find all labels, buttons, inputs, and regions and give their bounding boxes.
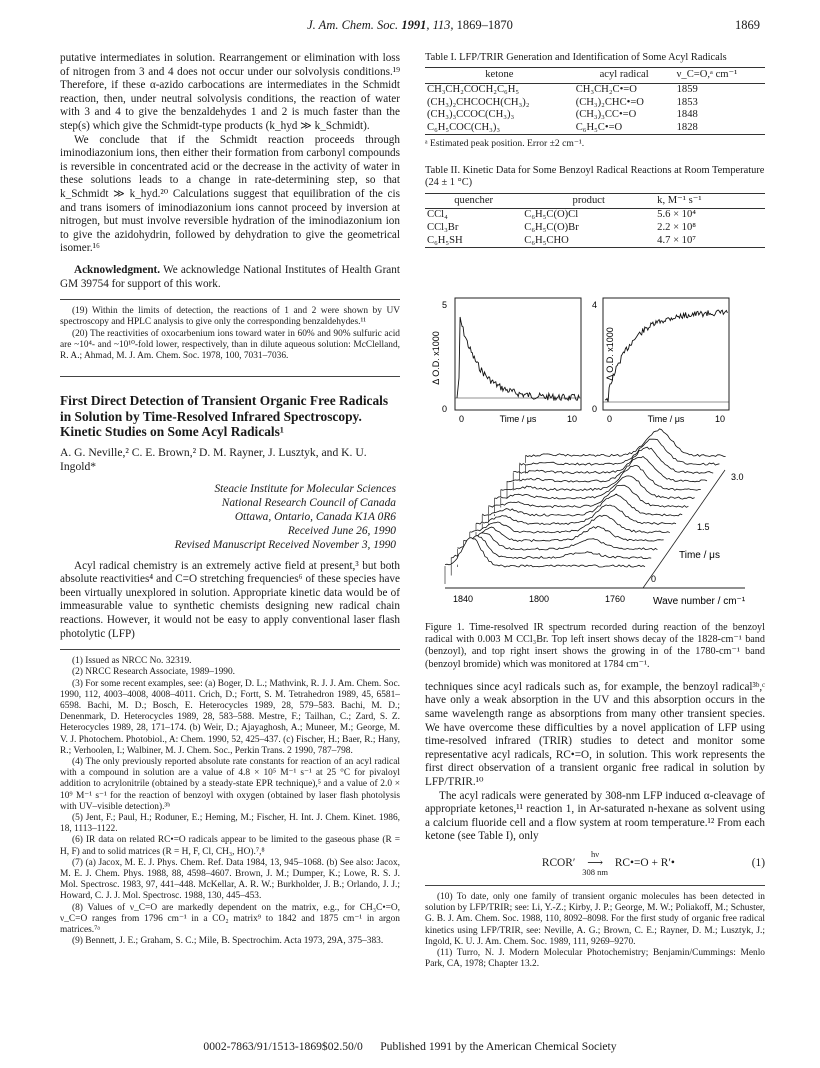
inset-left-ytop: 5 (441, 300, 447, 310)
decay-trace (457, 317, 579, 401)
table2-row (425, 209, 765, 222)
table1-cell: CH₃CH₂COCH₂C₆H₅ (427, 84, 520, 95)
footnote: (9) Bennett, J. E.; Graham, S. C.; Mile, B. Spectrochim. Acta 1973, 29A, 375–383. (72, 936, 384, 947)
table2-header: product (522, 193, 655, 209)
wn-tick: 1760 (605, 594, 626, 604)
eq-arrow-above: hν (591, 848, 600, 859)
eq-arrow: hν ⟶ 308 nm (582, 848, 608, 877)
spectrum-trace (464, 526, 664, 541)
footnote: (3) For some recent examples, see: (a) Boger, D. L.; Mathvink, R. J. J. Am. Chem. Soc. 1990, 112, 4003–4008, 4008–4011. Crich, D.; Fortt, S. M. Tetrahedron 1989, 45, 6581–6598. Bachi, M. D.; Bosch, E. Heterocycles 1989, 28, 579–583. Bachi, M. D.; Denenmark, D. Heterocycles 1989, 28, 583–588. Mestre, F.; Tailhan, C.; Zard, S. Z. Heterocycles 1989, 28, 171–174. (b) Weir, D.; Ajayaghosh, A.; Muneer, M.; George, M. V. J. Photochem. Photobiol., A: Chem. 1990, 52, 425–437. (c) Fischer, H.; Baer, R.; Hany, R.; Verhoolen, I.; Walbiner, M. J. Chem. Soc., Perkin Trans. 2 1990, 787–798. (60, 678, 400, 756)
table2-cell: C₆H₅C(O)Cl (524, 209, 579, 221)
inset-right-xlabel: Time / μs (647, 414, 685, 424)
footnote-divider (425, 885, 765, 886)
table1-row (425, 97, 765, 110)
footnote-divider (60, 649, 400, 650)
journal-citation: J. Am. Chem. Soc. 1991, 113, 1869–1870 (307, 18, 513, 32)
footnote: (20) The reactivities of oxocarbenium ions toward water in 60% and 90% sulfuric acid are ~10⁴- and ~10¹⁰-fold lower, respectively, than in dilute aqueous solution: McClelland, R. A.; Ahmad, M. J. Am. Chem. Soc. 1978, 100, 7031–7036. (60, 328, 400, 361)
table1-cell: C₆H₅COC(CH₃)₃ (425, 122, 574, 135)
revised-date: Revised Manuscript Received November 3, 1990 (174, 538, 396, 551)
table1-header: ν_C=O,ᵃ cm⁻¹ (675, 68, 765, 84)
authors: A. G. Neville,² C. E. Brown,² D. M. Rayner, J. Lusztyk, and K. U. Ingold* (60, 445, 367, 473)
figure-caption: Figure 1. Time-resolved IR spectrum recorded during reaction of the benzoyl radical with 0.003 M CCl₃Br. Top left insert shows decay of the 1828-cm⁻¹ band (benzoyl), and top right insert shows the growing in of the 1780-cm⁻¹ band (benzoyl bromide) which was monitored at 1784 cm⁻¹. (425, 622, 765, 670)
wn-tick: 1800 (529, 594, 550, 604)
footnote: (1) Issued as NRCC No. 32319. (72, 656, 192, 667)
inset-right-xmin: 0 (607, 414, 613, 424)
table1-cell: (CH₃)₂CHC•=O (575, 96, 644, 108)
received-date: Received June 26, 1990 (287, 524, 396, 537)
ack-label: Acknowledgment. (74, 263, 161, 276)
inset-left-ylabel: Δ O.D. x1000 (431, 331, 441, 385)
journal-volume: 113 (432, 18, 451, 32)
table2-cell: 5.6 × 10⁴ (657, 209, 696, 221)
wavenumber-label: Wave number / cm⁻¹ (653, 596, 746, 607)
left-column (60, 52, 400, 947)
footnote: (5) Jent, F.; Paul, H.; Roduner, E.; Heming, M.; Fischer, H. Int. J. Chem. Kinet. 1986, 18, 1113–1122. (60, 813, 400, 835)
table1-cell: C₆H₅C•=O (574, 122, 675, 135)
eq-products: RC•=O + R′• (614, 857, 675, 870)
spectrum-trace (519, 439, 719, 465)
article-divider (60, 376, 400, 377)
footnote: (7) (a) Jacox, M. E. J. Phys. Chem. Ref. Data 1984, 13, 945–1068. (b) See also: Jacox, M. E. J. Chem. Phys. 1988, 88, 4598–4607. Brown, J. M.; Dumper, K.; Lowe, R. S. J. Mol. Spectrosc. 1983, 97, 441–448. McKellar, A. R. W.; Burkholder, J. B.; Orlando, J. J.; Howard, C. J. J. Mol. Spectrosc. 1988, 130, 445–453. (60, 857, 400, 902)
spectrum-trace (445, 538, 645, 568)
table2-cell: C₆H₅SH (425, 235, 522, 248)
table1-cell: (CH₃)₃CCOC(CH₃)₃ (427, 109, 515, 121)
footer-published: Published 1991 by the American Chemical Society (380, 1040, 617, 1053)
footer-code: 0002-7863/91/1513-1869$02.50/0 (203, 1040, 363, 1053)
growth-trace (605, 310, 727, 402)
inset-right-ybottom: 0 (591, 404, 597, 414)
inset-left-xmin: 0 (459, 414, 465, 424)
equation-1 (425, 850, 765, 877)
inset-right-ytop: 4 (591, 300, 597, 310)
journal-name: J. Am. Chem. Soc. (307, 18, 399, 32)
table1-row (425, 84, 765, 97)
time-axis-label: Time / μs (679, 550, 720, 561)
table2-header: k, M⁻¹ s⁻¹ (655, 193, 765, 209)
table2-row (425, 235, 765, 248)
table1-caption: Table I. LFP/TRIR Generation and Identification of Some Acyl Radicals (425, 52, 727, 63)
footnote-list (60, 656, 400, 947)
footnote: (10) To date, only one family of transient organic molecules has been detected in solution by LFP/TRIR; see: Li, Y.-Z.; Kirby, J. P.; George, M. W.; Poliakoff, M.; Schuster, G. B. J. Am. Chem. Soc. 1988, 110, 8092–8098. For the first study of organic free radical kinetics using LFP/TRIR, see: Neville, A. G.; Brown, C. E.; Rayner, D. M.; Lusztyk, J.; Ingold, K. U. J. Am. Chem. Soc. 1989, 111, 9269–9270. (425, 891, 765, 947)
acknowledgment (60, 264, 400, 291)
table2 (425, 193, 765, 248)
eq-arrow-below: 308 nm (582, 866, 608, 877)
journal-pages: 1869–1870 (456, 18, 513, 32)
time-label: 0 (651, 574, 657, 584)
page-number: 1869 (735, 18, 760, 32)
inset-left-xlabel: Time / μs (499, 414, 537, 424)
paragraph: We conclude that if the Schmidt reaction proceeds through iminodiazonium ions, then either their formation from carbonyl compounds is reversible in concentrated acid or the decrease in the activity of water in these solutions leads to a change in rate-determining step, so that k_Schmidt ≫ k_hyd.²⁰ Calculations suggest that equilibration of the cis and trans isomers of iminodiazonium ions cannot proceed by inversion at nitrogen, but must involve reversible hydration of the iminodiazonium ion to give the azidohydrin, followed by dehydration to give the geometrical isomer.¹⁶ (60, 133, 400, 255)
right-column-lower (425, 622, 765, 970)
table1-cell: 1848 (676, 109, 698, 121)
affiliation: Steacie Institute for Molecular Sciences (214, 482, 396, 495)
inset-left (431, 298, 581, 424)
table2-cell: CCl₃Br (427, 221, 459, 233)
footnote: (2) NRCC Research Associate, 1989–1990. (72, 667, 235, 678)
spectrum-trace (513, 447, 713, 474)
table2-header: quencher (425, 193, 522, 209)
ack-text: We acknowledge National Institutes of Health Grant GM 39754 for support of this work. (60, 263, 400, 290)
time-label: 1.5 (697, 522, 710, 532)
paragraph: Acyl radical chemistry is an extremely active field at present,³ but both absolute reactivities⁴ and C=O stretching frequencies⁶ of these species have been virtually unexplored in solution. Appropriate kinetic data would be of immeasurable value to synthetic chemists designing new radical chain reactions. However, it would not be easy to apply conventional laser flash photolytic (LFP) (60, 559, 400, 640)
inset-right-xmax: 10 (715, 414, 726, 424)
journal-year: 1991 (401, 18, 427, 32)
article-title: First Direct Detection of Transient Organic Free Radicals in Solution by Time-Resolved Infrared Spectroscopy. Kinetic Studies on Some Acyl Radicals¹ (60, 393, 389, 440)
table2-row (425, 222, 765, 235)
time-label: 3.0 (731, 472, 744, 482)
paragraph: The acyl radicals were generated by 308-nm LFP induced α-cleavage of appropriate ketones,¹¹ reaction 1, in Ar-saturated n-hexane as solvent using a calcium fluoride cell and a flow system at room temperature.¹² From each ketone (see Table I), only (425, 789, 765, 843)
table2-caption: Table II. Kinetic Data for Some Benzoyl Radical Reactions at Room Temperature (24 ± 1 °C) (425, 164, 765, 189)
footnote: (8) Values of ν_C=O are markedly dependent on the matrix, e.g., for CH₃C•=O, ν_C=O ranges from 1796 cm⁻¹ in a CO₂ matrix⁹ to 1842 and 1875 cm⁻¹ in argon matrices.⁷ᵃ (60, 902, 400, 936)
table1-cell: (CH₃)₂CHCOCH(CH₃)₂ (427, 96, 530, 108)
eq-reactant: RCOR′ (541, 857, 576, 870)
page-footer (0, 1040, 820, 1053)
footnote: (4) The only previously reported absolute rate constants for reaction of an acyl radical with a compound in solution are a value of 4.8 × 10⁵ M⁻¹ s⁻¹ at 25 °C for pivaloyl addition to acrylonitrile (obtained by a steady-state EPR technique),⁵ and a value of 2.0 × 10⁹ M⁻¹ s⁻¹ for the reaction of benzoyl with oxygen (obtained by laser flash photolysis with UV–visible detection).³ᵇ (60, 757, 400, 812)
table2-cell: C₆H₅C(O)Br (524, 221, 579, 233)
figure-1 (425, 290, 765, 620)
figure-svg (425, 290, 765, 620)
inset-right-ylabel: Δ O.D. x1000 (605, 327, 615, 381)
table2-cell: C₆H₅CHO (522, 235, 655, 248)
running-head (0, 18, 820, 36)
table1-header: ketone (425, 68, 574, 84)
spectrum-trace (526, 429, 726, 457)
table2-cell: CCl₄ (427, 209, 448, 221)
right-column (425, 52, 765, 248)
affiliation: Ottawa, Ontario, Canada K1A 0R6 (234, 510, 396, 523)
table2-cell: 2.2 × 10⁸ (657, 221, 696, 233)
table1-cell: 1853 (676, 96, 698, 108)
footnote-divider (60, 299, 400, 300)
table1-header: acyl radical (574, 68, 675, 84)
inset-left-xmax: 10 (567, 414, 578, 424)
footnote: (6) IR data on related RC•=O radicals appear to be limited to the gaseous phase (R = H, F) and to solid matrices (R = H, F, Cl, CH₃, HO).⁷,⁸ (60, 835, 400, 857)
footnote: (11) Turro, N. J. Modern Molecular Photochemistry; Benjamin/Cummings: Menlo Park, CA, 1978; Chapter 13.2. (425, 947, 765, 970)
table1 (425, 67, 765, 135)
table1-row (425, 122, 765, 135)
paragraph: techniques since acyl radicals such as, for example, the benzoyl radical³ᵇ,ᶜ have only a weak absorption in the UV and this absorption occurs in the same wavelength range as absorptions from many other transient species. We have overcome these difficulties by a novel application of LFP using time-resolved infrared (TRIR) studies to detect and monitor some representative acyl radicals, RC•=O, in solution. This work represents the first direct observation of a transient organic free radical in solution by LFP/TRIR.¹⁰ (425, 680, 765, 788)
table1-cell: (CH₃)₃CC•=O (575, 109, 637, 121)
eq-number: (1) (751, 856, 765, 869)
table2-cell: 4.7 × 10⁷ (655, 235, 765, 248)
inset-left-ybottom: 0 (441, 404, 447, 414)
affiliation: National Research Council of Canada (221, 496, 396, 509)
footnote: (19) Within the limits of detection, the reactions of 1 and 2 were shown by UV spectroscopy and HPLC analysis to give only the corresponding benzaldehydes.¹¹ (60, 306, 400, 328)
wn-tick: 1840 (453, 594, 474, 604)
paragraph: putative intermediates in solution. Rearrangement or elimination with loss of nitrogen from 3 and 4 does not occur under our solvolysis conditions.¹⁹ Therefore, if these α-azido carbocations are intermediates in the Schmidt reaction, then, under neutral solvolysis conditions, the reaction of water with 3 and 4 to give the benzaldehydes 1 and 2 is much faster than the step(s) which give the Schmidt-type products (k_hyd ≫ k_Schmidt). (60, 52, 400, 132)
table1-cell: 1859 (676, 84, 698, 95)
table1-note: ᵃ Estimated peak position. Error ±2 cm⁻¹. (425, 138, 585, 150)
table1-cell: 1828 (675, 122, 765, 135)
inset-right (592, 298, 729, 424)
equation-body (542, 850, 675, 877)
table1-row (425, 109, 765, 122)
table1-cell: CH₃CH₂C•=O (575, 84, 637, 95)
